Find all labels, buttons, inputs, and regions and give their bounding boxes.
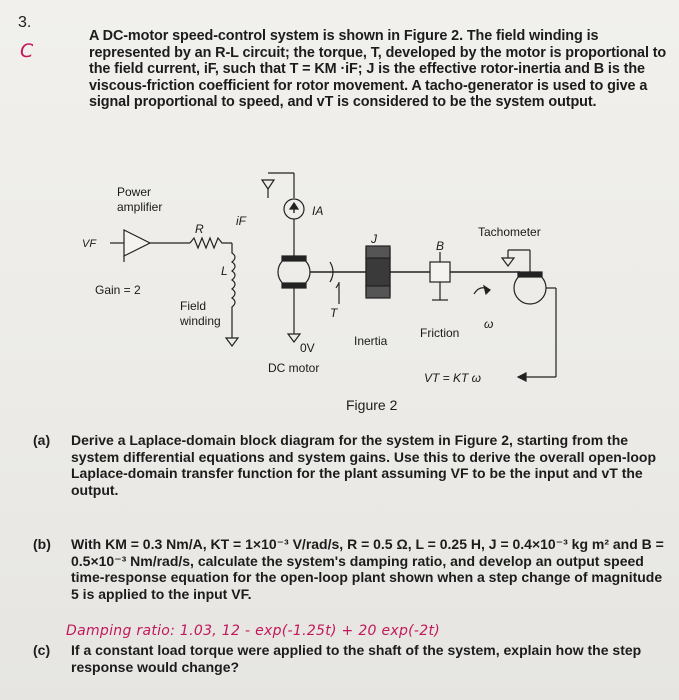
label-winding: winding — [180, 314, 221, 328]
label-tachometer: Tachometer — [478, 225, 541, 239]
label-l: L — [221, 264, 228, 278]
friction-damper — [430, 262, 450, 282]
motor-ground-symbol — [288, 334, 300, 342]
supply-terminal — [262, 180, 274, 189]
inductor-coil — [232, 243, 235, 322]
label-torque: T — [330, 306, 338, 320]
intro-paragraph: A DC-motor speed-control system is shown in Figure 2. The field winding is represented by an R-L circuit; the torque, T, developed by the motor is proportional to the field current, iF, such that T = KM ·iF; J is the effective rotor-inertia and B is the viscous-friction coefficient for rotor movement. A tacho-generator is used to give a signal proportional to speed, and vT is considered to be the system output. — [89, 28, 667, 111]
label-ia: IA — [312, 204, 324, 218]
label-j: J — [371, 232, 377, 246]
label-omega: ω — [484, 317, 494, 331]
figure-caption: Figure 2 — [346, 397, 398, 413]
label-r: R — [195, 222, 204, 236]
part-c-text: If a constant load torque were applied to the shaft of the system, explain how the step response would change? — [71, 642, 642, 675]
label-friction: Friction — [420, 326, 460, 340]
question-number: 3. — [18, 14, 32, 31]
amplifier-triangle — [124, 230, 150, 256]
label-amplifier: amplifier — [117, 200, 163, 214]
part-a-text: Derive a Laplace-domain block diagram for the system in Figure 2, starting from the system differential equations and system gains. Use this to derive the overall open-loop Laplace-domain transfer function for the plant assuming VF to be the input and vT the output. — [71, 432, 657, 498]
label-if: iF — [236, 214, 246, 228]
field-ground-symbol — [226, 338, 238, 346]
part-b-text: With KM = 0.3 Nm/A, KT = 1×10⁻³ V/rad/s, R = 0.5 Ω, L = 0.25 H, J = 0.4×10⁻³ kg m² and B = 0.5×10⁻³ Nm/rad/s, calculate the system's damping ratio, and develop an output speed time-response equation for the open-loop plant shown when a step change of magnitude 5 is applied to the input VF. — [71, 536, 664, 602]
part-c-label: (c) — [33, 642, 51, 658]
label-dc-motor: DC motor — [268, 361, 320, 375]
label-vf: VF — [82, 238, 97, 250]
label-gain: Gain = 2 — [95, 283, 141, 297]
inertia-block — [366, 258, 390, 286]
label-vt-equation: VT = KT ω — [424, 371, 482, 385]
label-b: B — [436, 239, 445, 253]
resistor-symbol — [190, 238, 232, 248]
handwritten-mark: C — [20, 40, 34, 62]
label-power: Power — [117, 185, 152, 199]
label-inertia: Inertia — [354, 334, 388, 348]
part-a-label: (a) — [33, 432, 51, 448]
handwritten-answer: Damping ratio: 1.03, 12 - exp(-1.25t) + 20 exp(-2t) — [66, 623, 441, 639]
label-0v: 0V — [300, 341, 315, 355]
label-field: Field — [180, 299, 207, 313]
part-b-label: (b) — [33, 536, 51, 552]
